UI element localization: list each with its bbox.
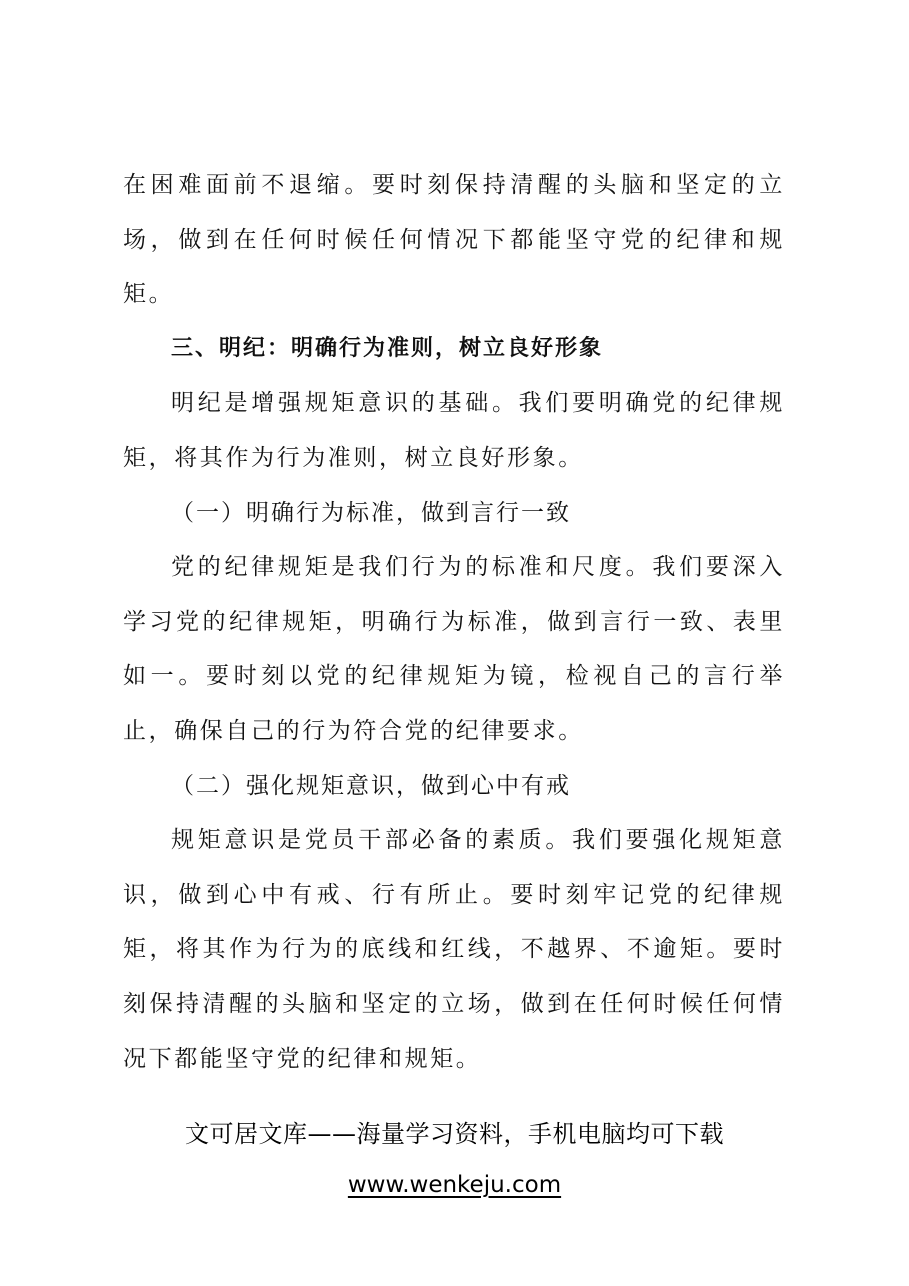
document-body [123, 158, 785, 1086]
footer-website-link[interactable]: www.wenkeju.com [347, 1172, 562, 1198]
paragraph: 党的纪律规矩是我们行为的标准和尺度。我们要深入学习党的纪律规矩，明确行为标准，做到言行一致、表里如一。要时刻以党的纪律规矩为镜，检视自己的言行举止，确保自己的行为符合党的纪律要求。 [123, 554, 785, 744]
subsection-heading: （二）强化规矩意识，做到心中有戒 [171, 772, 571, 799]
paragraph: 明纪是增强规矩意识的基础。我们要明确党的纪律规矩，将其作为行为准则，树立良好形象。 [123, 390, 785, 471]
subsection-heading: （一）明确行为标准，做到言行一致 [171, 499, 571, 526]
footer-promo-text: 文可居文库——海量学习资料，手机电脑均可下载 [185, 1120, 724, 1148]
paragraph: 规矩意识是党员干部必备的素质。我们要强化规矩意识，做到心中有戒、行有所止。要时刻牢记党的纪律规矩，将其作为行为的底线和红线，不越界、不逾矩。要时刻保持清醒的头脑和坚定的立场，做到在任何时候任何情况下都能坚守党的纪律和规矩。 [123, 827, 785, 1072]
paragraph-continuation: 在困难面前不退缩。要时刻保持清醒的头脑和坚定的立场，做到在任何时候任何情况下都能坚守党的纪律和规矩。 [123, 172, 785, 308]
section-heading: 三、明纪：明确行为准则，树立良好形象 [171, 335, 604, 361]
